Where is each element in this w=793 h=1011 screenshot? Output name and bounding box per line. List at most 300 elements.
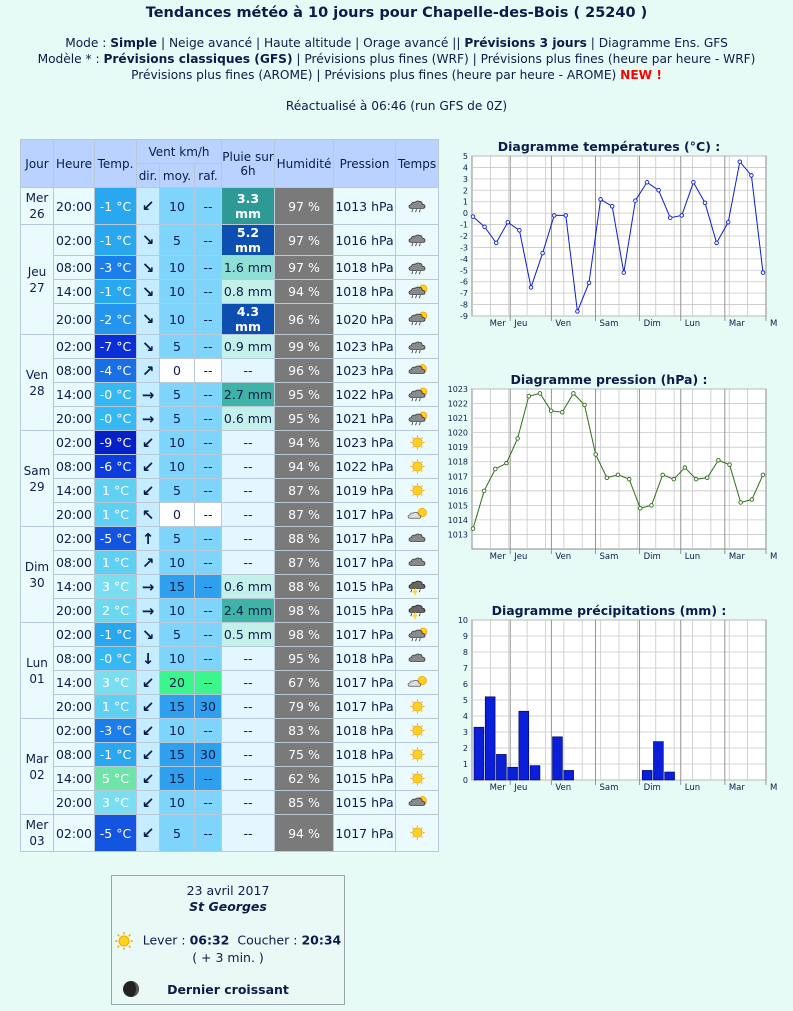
x-tick-label: Mar — [728, 319, 745, 329]
humidity-cell: 75 % — [275, 743, 334, 767]
rain-sun-icon — [406, 284, 428, 300]
wind-mean-cell: 10 — [160, 256, 195, 280]
data-point — [661, 473, 665, 477]
data-point — [683, 466, 687, 470]
hour-cell: 02:00 — [54, 719, 95, 743]
humidity-cell: 96 % — [275, 359, 334, 383]
table-row — [21, 359, 439, 383]
pressure-cell: 1018 hPa — [334, 256, 396, 280]
pressure-cell: 1023 hPa — [334, 335, 396, 359]
rain-icon — [406, 339, 428, 355]
data-point — [645, 180, 649, 184]
hour-cell: 20:00 — [54, 304, 95, 335]
data-point — [527, 394, 531, 398]
wind-direction-icon: ↗ — [137, 551, 160, 575]
sun-icon — [115, 932, 133, 950]
wind-mean-cell: 5 — [160, 383, 195, 407]
temp-cell: 1 °C — [95, 551, 137, 575]
data-point — [471, 215, 475, 219]
hour-cell: 08:00 — [54, 455, 95, 479]
new-badge: NEW ! — [620, 68, 662, 82]
mode-label: Mode : — [65, 36, 107, 50]
cloud-sun-icon — [406, 795, 428, 811]
wind-gust-cell: -- — [195, 479, 222, 503]
mode-orage-link[interactable]: Orage avancé — [363, 36, 449, 50]
rain-cell: -- — [222, 743, 275, 767]
weather-cell — [396, 791, 439, 815]
hour-cell: 02:00 — [54, 623, 95, 647]
table-row — [21, 225, 439, 256]
day-name: Ven — [25, 367, 49, 382]
data-point — [560, 410, 564, 414]
pressure-cell: 1023 hPa — [334, 359, 396, 383]
wind-mean-cell: 0 — [160, 503, 195, 527]
hour-cell: 20:00 — [54, 695, 95, 719]
model-wrf-link[interactable]: Prévisions plus fines (WRF) — [304, 52, 469, 66]
rain-sun-icon — [406, 311, 428, 327]
wind-mean-cell: 15 — [160, 743, 195, 767]
mode-altitude-link[interactable]: Haute altitude — [263, 36, 352, 50]
table-row — [21, 407, 439, 431]
table-row — [21, 719, 439, 743]
weather-cell — [396, 280, 439, 304]
humidity-cell: 87 % — [275, 503, 334, 527]
y-tick-label: 6 — [462, 680, 468, 689]
hour-cell: 08:00 — [54, 743, 95, 767]
table-row — [21, 383, 439, 407]
temp-cell: -6 °C — [95, 455, 137, 479]
mode-nav: Mode : Simple | Neige avancé | Haute altitude | Orage avancé || Prévisions 3 jours | Diagramme Ens. GFS — [65, 36, 728, 50]
temp-cell: 1 °C — [95, 695, 137, 719]
y-tick-label: 3 — [462, 174, 468, 184]
day-cell — [21, 527, 54, 623]
data-point — [672, 477, 676, 481]
table-row — [21, 304, 439, 335]
weather-cell — [396, 719, 439, 743]
wind-direction-icon: ↘ — [137, 256, 160, 280]
wind-mean-cell: 10 — [160, 599, 195, 623]
rain-cell: -- — [222, 551, 275, 575]
precip-bar — [653, 742, 663, 780]
model-arome-link[interactable]: Prévisions plus fines (AROME) — [131, 68, 313, 82]
rain-icon — [406, 232, 428, 248]
hour-cell: 02:00 — [54, 815, 95, 852]
y-tick-label: 5 — [462, 152, 468, 161]
data-point — [616, 473, 620, 477]
wind-gust-cell: -- — [195, 503, 222, 527]
header-heure: Heure — [54, 140, 95, 188]
table-row — [21, 575, 439, 599]
wind-direction-icon: → — [137, 599, 160, 623]
data-point — [538, 392, 542, 396]
sun-icon — [406, 699, 428, 715]
mode-simple-link[interactable]: Simple — [110, 36, 158, 50]
data-point — [594, 453, 598, 457]
sun-icon — [406, 483, 428, 499]
data-point — [494, 241, 498, 245]
wind-direction-icon: → — [137, 575, 160, 599]
sun-times — [112, 932, 344, 950]
x-tick-label: Jeu — [514, 783, 528, 793]
data-point — [610, 204, 614, 208]
hour-cell: 02:00 — [54, 527, 95, 551]
rain-cell: 1.6 mm — [222, 256, 275, 280]
hour-cell: 20:00 — [54, 503, 95, 527]
day-cell — [21, 815, 54, 852]
pressure-cell: 1015 hPa — [334, 791, 396, 815]
hour-cell: 08:00 — [54, 359, 95, 383]
table-row — [21, 335, 439, 359]
weather-cell — [396, 575, 439, 599]
wind-gust-cell: -- — [195, 431, 222, 455]
hour-cell: 08:00 — [54, 256, 95, 280]
y-tick-label: 9 — [462, 632, 468, 641]
data-point — [505, 461, 509, 465]
wind-direction-icon: → — [137, 383, 160, 407]
header-moy: moy. — [160, 164, 195, 188]
pressure-cell: 1017 hPa — [334, 623, 396, 647]
table-row — [21, 767, 439, 791]
wind-gust-cell: -- — [195, 671, 222, 695]
y-tick-label: 1016 — [447, 486, 468, 496]
table-row — [21, 671, 439, 695]
data-point — [634, 199, 638, 203]
model-arome-hourly-link[interactable]: Prévisions plus fines (heure par heure - AROME) — [324, 68, 617, 82]
precip-bar — [665, 772, 675, 780]
temp-chart-title: Diagramme températures (°C) : — [497, 139, 721, 154]
rain-cell: -- — [222, 431, 275, 455]
table-row — [21, 503, 439, 527]
temp-cell: -3 °C — [95, 719, 137, 743]
mode-ens-link[interactable]: Diagramme Ens. GFS — [598, 36, 728, 50]
weather-cell — [396, 623, 439, 647]
day-number: 01 — [29, 671, 45, 686]
day-name: Sam — [23, 463, 51, 478]
temp-cell: 3 °C — [95, 791, 137, 815]
table-row — [21, 743, 439, 767]
day-number: 28 — [29, 383, 45, 398]
model-nav-2: Prévisions plus fines (AROME) | Prévisions plus fines (heure par heure - AROME) NEW ! — [131, 68, 662, 82]
table-row — [21, 455, 439, 479]
day-cell — [21, 719, 54, 815]
rain-cell: -- — [222, 647, 275, 671]
wind-mean-cell: 10 — [160, 188, 195, 225]
data-point — [599, 198, 603, 202]
hour-cell: 14:00 — [54, 767, 95, 791]
precip-bar — [508, 767, 518, 780]
table-row — [21, 431, 439, 455]
wind-direction-icon: ↘ — [137, 623, 160, 647]
wind-gust-cell: 30 — [195, 743, 222, 767]
temp-cell: 2 °C — [95, 599, 137, 623]
model-gfs-link[interactable]: Prévisions classiques (GFS) — [103, 52, 293, 66]
temp-cell: 3 °C — [95, 671, 137, 695]
temp-cell: -1 °C — [95, 188, 137, 225]
wind-gust-cell: -- — [195, 575, 222, 599]
mode-3jours-link[interactable]: Prévisions 3 jours — [464, 36, 587, 50]
humidity-cell: 97 % — [275, 225, 334, 256]
hour-cell: 20:00 — [54, 407, 95, 431]
wind-gust-cell: -- — [195, 551, 222, 575]
wind-direction-icon: ↘ — [137, 225, 160, 256]
data-point — [541, 251, 545, 255]
data-point — [650, 504, 654, 508]
x-tick-label: M — [770, 783, 778, 793]
wind-mean-cell: 5 — [160, 335, 195, 359]
sun-icon — [406, 435, 428, 451]
wind-gust-cell: -- — [195, 256, 222, 280]
pressure-cell: 1017 hPa — [334, 503, 396, 527]
x-tick-label: Jeu — [514, 552, 528, 562]
temp-cell: 1 °C — [95, 503, 137, 527]
wind-gust-cell: -- — [195, 407, 222, 431]
weather-cell — [396, 383, 439, 407]
hour-cell: 14:00 — [54, 479, 95, 503]
wind-direction-icon: ↘ — [137, 304, 160, 335]
humidity-cell: 88 % — [275, 575, 334, 599]
weather-cell — [396, 359, 439, 383]
precip-bar — [564, 770, 574, 780]
hour-cell: 14:00 — [54, 280, 95, 304]
x-tick-label: Dim — [643, 319, 661, 329]
wind-direction-icon: ↙ — [137, 719, 160, 743]
weather-cell — [396, 479, 439, 503]
data-point — [761, 473, 765, 477]
rain-sun-icon — [406, 627, 428, 643]
sun-info-box — [111, 875, 345, 1005]
pressure-cell: 1019 hPa — [334, 479, 396, 503]
wind-gust-cell: -- — [195, 815, 222, 852]
hour-cell: 14:00 — [54, 575, 95, 599]
pressure-cell: 1017 hPa — [334, 551, 396, 575]
weather-cell — [396, 671, 439, 695]
table-row — [21, 647, 439, 671]
weather-cell — [396, 527, 439, 551]
y-tick-label: 1 — [462, 197, 468, 207]
pressure-chart — [447, 385, 778, 575]
wind-gust-cell: -- — [195, 791, 222, 815]
data-point — [761, 271, 765, 275]
wind-gust-cell: -- — [195, 225, 222, 256]
pressure-cell: 1017 hPa — [334, 695, 396, 719]
precip-bar — [519, 711, 529, 780]
data-point — [516, 437, 520, 441]
data-point — [639, 506, 643, 510]
header-raf: raf. — [195, 164, 222, 188]
day-number: 27 — [29, 280, 45, 295]
data-point — [471, 527, 475, 531]
weather-cell — [396, 551, 439, 575]
sunrise-time: 06:32 — [189, 932, 230, 948]
wind-direction-icon: ↙ — [137, 695, 160, 719]
data-point — [726, 220, 730, 224]
table-row — [21, 527, 439, 551]
sun-icon — [406, 747, 428, 763]
wind-mean-cell: 5 — [160, 225, 195, 256]
weather-cell — [396, 455, 439, 479]
x-tick-label: M — [770, 319, 778, 329]
rain-cell: -- — [222, 455, 275, 479]
day-name: Mer — [25, 818, 49, 832]
data-point — [703, 201, 707, 205]
rain-sun-icon — [406, 387, 428, 403]
wind-mean-cell: 10 — [160, 647, 195, 671]
temp-cell: 3 °C — [95, 575, 137, 599]
rain-cell: -- — [222, 695, 275, 719]
sun-icon — [406, 771, 428, 787]
wind-direction-icon: ↘ — [137, 335, 160, 359]
data-point — [552, 214, 556, 218]
day-name: Mar — [25, 751, 49, 766]
y-tick-label: 2 — [462, 744, 468, 753]
y-tick-label: 5 — [462, 696, 468, 705]
data-point — [494, 467, 498, 471]
day-name: Mer — [25, 191, 49, 205]
data-point — [518, 228, 522, 232]
sun-date: 23 avril 2017 — [186, 883, 270, 898]
precip-bar — [642, 770, 652, 780]
humidity-cell: 95 % — [275, 647, 334, 671]
pressure-cell: 1017 hPa — [334, 527, 396, 551]
data-point — [657, 188, 661, 192]
wind-gust-cell: -- — [195, 623, 222, 647]
y-tick-label: 1019 — [447, 443, 468, 453]
pressure-cell: 1022 hPa — [334, 383, 396, 407]
data-point — [587, 281, 591, 285]
wind-mean-cell: 5 — [160, 623, 195, 647]
temp-cell: -7 °C — [95, 335, 137, 359]
data-point — [564, 214, 568, 218]
data-point — [605, 476, 609, 480]
precip-bar — [474, 727, 484, 780]
wind-direction-icon: ↙ — [137, 188, 160, 225]
wind-gust-cell: -- — [195, 383, 222, 407]
humidity-cell: 97 % — [275, 188, 334, 225]
rain-cell: 5.2 mm — [222, 225, 275, 256]
wind-direction-icon: ↙ — [137, 479, 160, 503]
rain-cell: -- — [222, 479, 275, 503]
wind-gust-cell: -- — [195, 335, 222, 359]
precip-bar — [496, 754, 506, 780]
table-row — [21, 551, 439, 575]
header-temps: Temps — [396, 140, 439, 188]
wind-mean-cell: 5 — [160, 815, 195, 852]
temp-cell: -1 °C — [95, 280, 137, 304]
hour-cell: 02:00 — [54, 431, 95, 455]
wind-direction-icon: ↘ — [137, 280, 160, 304]
precip-bar — [530, 766, 540, 780]
humidity-cell: 96 % — [275, 304, 334, 335]
pressure-cell: 1018 hPa — [334, 743, 396, 767]
wind-gust-cell: -- — [195, 599, 222, 623]
sunset-time: 20:34 — [301, 932, 342, 948]
sun-icon — [406, 723, 428, 739]
y-tick-label: 0 — [462, 209, 468, 219]
humidity-cell: 97 % — [275, 256, 334, 280]
rain-cell: 0.5 mm — [222, 623, 275, 647]
header-temp: Temp. — [95, 140, 137, 188]
hour-cell: 14:00 — [54, 671, 95, 695]
data-point — [705, 476, 709, 480]
y-tick-label: -6 — [460, 277, 468, 287]
pressure-cell: 1018 hPa — [334, 280, 396, 304]
pressure-cell: 1016 hPa — [334, 225, 396, 256]
wind-direction-icon: ↙ — [137, 455, 160, 479]
wind-direction-icon: ↙ — [137, 815, 160, 852]
weather-cell — [396, 767, 439, 791]
sunrise-label: Lever : — [142, 932, 186, 948]
rain-cell: 2.7 mm — [222, 383, 275, 407]
data-point — [529, 286, 533, 290]
hour-cell: 20:00 — [54, 188, 95, 225]
wind-gust-cell: -- — [195, 719, 222, 743]
moon-icon — [122, 980, 140, 998]
precip-bar — [553, 737, 563, 780]
wind-mean-cell: 10 — [160, 304, 195, 335]
x-tick-label: Lun — [684, 552, 701, 562]
temp-cell: -0 °C — [95, 383, 137, 407]
rain-cell: -- — [222, 791, 275, 815]
wind-direction-icon: → — [137, 407, 160, 431]
x-tick-label: Mar — [728, 783, 745, 793]
data-point — [668, 216, 672, 220]
rain-cell: 0.8 mm — [222, 280, 275, 304]
x-tick-label: M — [770, 552, 778, 562]
hour-cell: 20:00 — [54, 599, 95, 623]
data-point — [483, 225, 487, 229]
header-jour: Jour — [21, 140, 54, 188]
day-number: 30 — [29, 575, 45, 590]
model-label: Modèle * : — [37, 52, 100, 66]
y-tick-label: 4 — [462, 163, 468, 173]
hour-cell: 02:00 — [54, 335, 95, 359]
model-wrf-hourly-link[interactable]: Prévisions plus fines (heure par heure - WRF) — [480, 52, 756, 66]
rain-cell: -- — [222, 503, 275, 527]
humidity-cell: 79 % — [275, 695, 334, 719]
wind-direction-icon: ↙ — [137, 767, 160, 791]
data-point — [583, 403, 587, 407]
rain-icon — [406, 260, 428, 276]
weather-cell — [396, 599, 439, 623]
mode-neige-link[interactable]: Neige avancé — [168, 36, 253, 50]
data-point — [482, 489, 486, 493]
y-tick-label: 1015 — [447, 501, 468, 511]
weather-cell — [396, 743, 439, 767]
humidity-cell: 94 % — [275, 431, 334, 455]
hour-cell: 02:00 — [54, 225, 95, 256]
temp-chart — [448, 152, 778, 342]
wind-mean-cell: 10 — [160, 455, 195, 479]
pressure-cell: 1021 hPa — [334, 407, 396, 431]
data-point — [576, 310, 580, 314]
pressure-cell: 1015 hPa — [334, 767, 396, 791]
sunset-label: Coucher : — [237, 932, 298, 948]
data-point — [627, 477, 631, 481]
temp-cell: -5 °C — [95, 527, 137, 551]
x-tick-label: Sam — [599, 783, 619, 793]
y-tick-label: 1021 — [447, 414, 468, 424]
wind-mean-cell: 10 — [160, 719, 195, 743]
table-row — [21, 623, 439, 647]
rain-cell: -- — [222, 719, 275, 743]
day-cell — [21, 225, 54, 335]
rain-cell: -- — [222, 359, 275, 383]
hour-cell: 20:00 — [54, 791, 95, 815]
y-tick-label: 8 — [462, 648, 468, 657]
x-tick-label: Mar — [728, 552, 745, 562]
wind-mean-cell: 5 — [160, 479, 195, 503]
y-tick-label: 1014 — [447, 515, 468, 525]
